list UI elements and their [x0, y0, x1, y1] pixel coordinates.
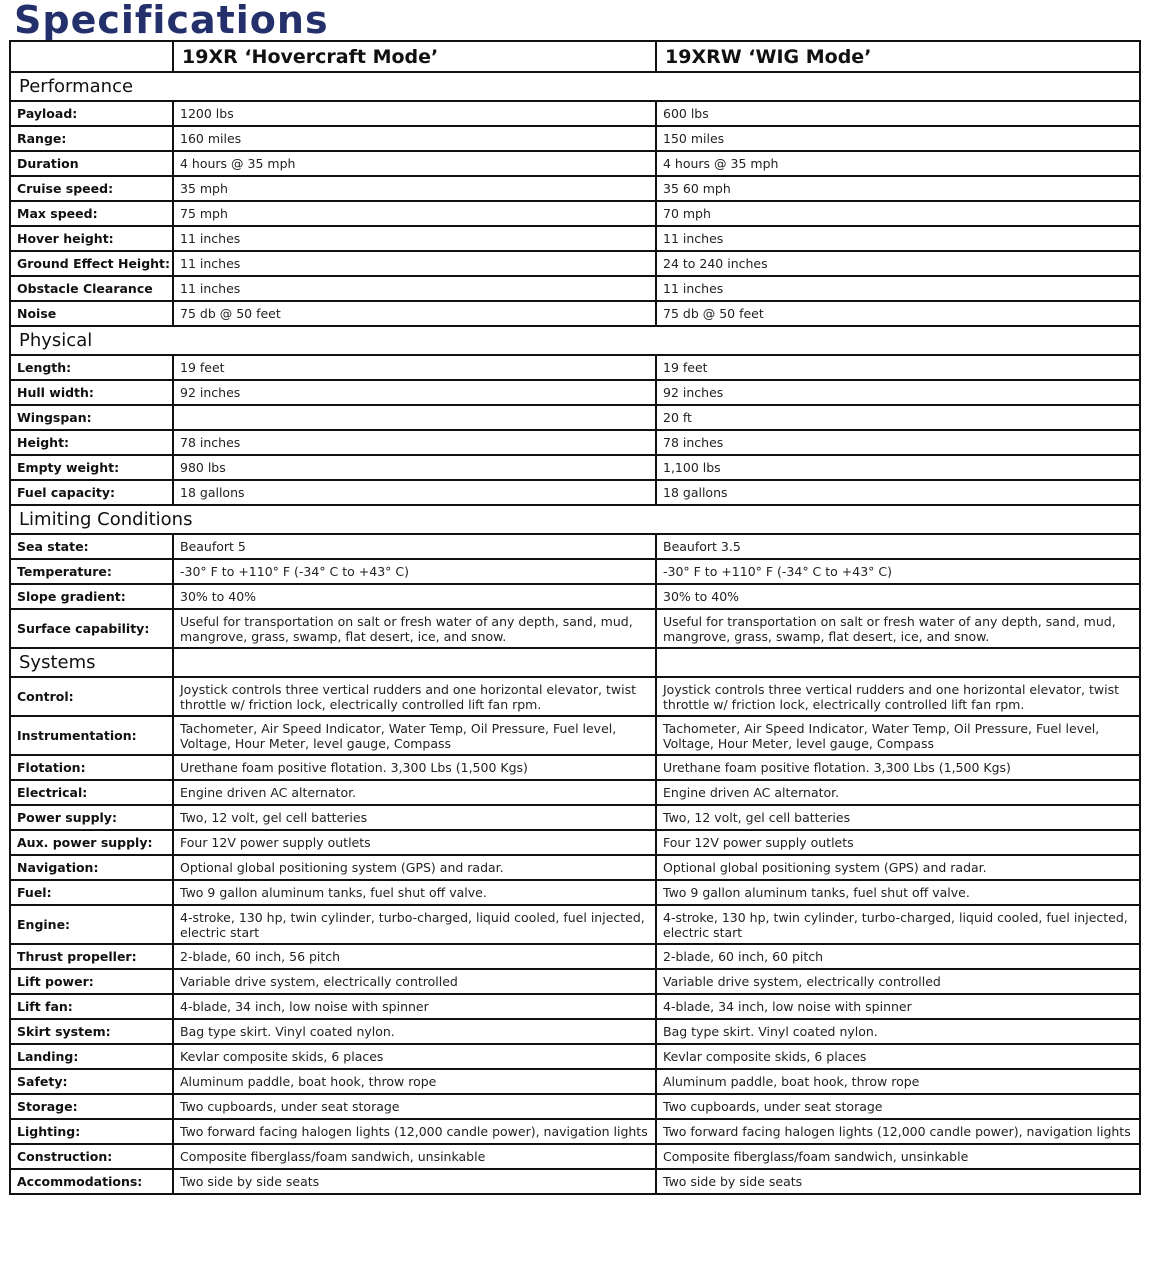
table-row — [10, 1019, 1140, 1044]
table-row — [10, 609, 1140, 648]
wig-value: Tachometer, Air Speed Indicator, Water Temp, Oil Pressure, Fuel level, Voltage, Hour Meter, level gauge, Compass — [656, 716, 1140, 755]
hovercraft-value: 4-blade, 34 inch, low noise with spinner — [173, 994, 656, 1019]
wig-value: 2-blade, 60 inch, 60 pitch — [656, 944, 1140, 969]
row-label: Range: — [10, 126, 173, 151]
section-title: Physical — [10, 326, 1140, 355]
hovercraft-value: 30% to 40% — [173, 584, 656, 609]
hovercraft-value: Optional global positioning system (GPS) and radar. — [173, 855, 656, 880]
table-row — [10, 805, 1140, 830]
wig-value: Optional global positioning system (GPS) and radar. — [656, 855, 1140, 880]
table-row — [10, 1144, 1140, 1169]
row-label: Empty weight: — [10, 455, 173, 480]
wig-value: Engine driven AC alternator. — [656, 780, 1140, 805]
hovercraft-value: Composite fiberglass/foam sandwich, unsinkable — [173, 1144, 656, 1169]
table-row — [10, 944, 1140, 969]
row-label: Hull width: — [10, 380, 173, 405]
wig-value: Four 12V power supply outlets — [656, 830, 1140, 855]
wig-value: 19 feet — [656, 355, 1140, 380]
hovercraft-value: -30° F to +110° F (-34° C to +43° C) — [173, 559, 656, 584]
table-row — [10, 151, 1140, 176]
table-row — [10, 1044, 1140, 1069]
table-row — [10, 830, 1140, 855]
wig-value: 30% to 40% — [656, 584, 1140, 609]
row-label: Accommodations: — [10, 1169, 173, 1194]
hovercraft-value: Beaufort 5 — [173, 534, 656, 559]
section-header-row — [10, 505, 1140, 534]
table-row — [10, 994, 1140, 1019]
wig-value: Two side by side seats — [656, 1169, 1140, 1194]
row-label: Wingspan: — [10, 405, 173, 430]
row-label: Duration — [10, 151, 173, 176]
table-row — [10, 430, 1140, 455]
hovercraft-value: 980 lbs — [173, 455, 656, 480]
hovercraft-value: 11 inches — [173, 226, 656, 251]
row-label: Lift power: — [10, 969, 173, 994]
hovercraft-value: Joystick controls three vertical rudders and one horizontal elevator, twist throttle w/ friction lock, electrically controlled lift fan rpm. — [173, 677, 656, 716]
hovercraft-value: 18 gallons — [173, 480, 656, 505]
hovercraft-value: Useful for transportation on salt or fresh water of any depth, sand, mud, mangrove, grass, swamp, flat desert, ice, and snow. — [173, 609, 656, 648]
row-label: Storage: — [10, 1094, 173, 1119]
hovercraft-value: 19 feet — [173, 355, 656, 380]
section-title: Systems — [10, 648, 173, 677]
row-label: Control: — [10, 677, 173, 716]
table-row — [10, 276, 1140, 301]
row-label: Aux. power supply: — [10, 830, 173, 855]
wig-value: 78 inches — [656, 430, 1140, 455]
table-row — [10, 755, 1140, 780]
wig-value: Two 9 gallon aluminum tanks, fuel shut off valve. — [656, 880, 1140, 905]
row-label: Lift fan: — [10, 994, 173, 1019]
wig-value: Two cupboards, under seat storage — [656, 1094, 1140, 1119]
row-label: Lighting: — [10, 1119, 173, 1144]
table-row — [10, 126, 1140, 151]
table-row — [10, 905, 1140, 944]
hovercraft-value: Variable drive system, electrically controlled — [173, 969, 656, 994]
hovercraft-value: Tachometer, Air Speed Indicator, Water Temp, Oil Pressure, Fuel level, Voltage, Hour Meter, level gauge, Compass — [173, 716, 656, 755]
row-label: Height: — [10, 430, 173, 455]
hovercraft-value: Urethane foam positive flotation. 3,300 Lbs (1,500 Kgs) — [173, 755, 656, 780]
row-label: Hover height: — [10, 226, 173, 251]
wig-value: 4-stroke, 130 hp, twin cylinder, turbo-charged, liquid cooled, fuel injected, electric start — [656, 905, 1140, 944]
table-row — [10, 584, 1140, 609]
wig-value: Useful for transportation on salt or fresh water of any depth, sand, mud, mangrove, grass, swamp, flat desert, ice, and snow. — [656, 609, 1140, 648]
row-label: Landing: — [10, 1044, 173, 1069]
hovercraft-value: 11 inches — [173, 276, 656, 301]
header-hovercraft-mode: 19XR ‘Hovercraft Mode’ — [173, 41, 656, 72]
hovercraft-value: Aluminum paddle, boat hook, throw rope — [173, 1069, 656, 1094]
hovercraft-value: 78 inches — [173, 430, 656, 455]
table-row — [10, 1069, 1140, 1094]
row-label: Ground Effect Height: — [10, 251, 173, 276]
wig-value: 70 mph — [656, 201, 1140, 226]
hovercraft-value: 2-blade, 60 inch, 56 pitch — [173, 944, 656, 969]
row-label: Electrical: — [10, 780, 173, 805]
row-label: Fuel: — [10, 880, 173, 905]
hovercraft-value: Engine driven AC alternator. — [173, 780, 656, 805]
section-header-row — [10, 648, 1140, 677]
row-label: Instrumentation: — [10, 716, 173, 755]
table-row — [10, 480, 1140, 505]
section-empty-cell — [173, 648, 656, 677]
hovercraft-value: Two forward facing halogen lights (12,000 candle power), navigation lights — [173, 1119, 656, 1144]
row-label: Construction: — [10, 1144, 173, 1169]
wig-value: 4-blade, 34 inch, low noise with spinner — [656, 994, 1140, 1019]
row-label: Length: — [10, 355, 173, 380]
table-row — [10, 559, 1140, 584]
hovercraft-value: 4-stroke, 130 hp, twin cylinder, turbo-charged, liquid cooled, fuel injected, electric start — [173, 905, 656, 944]
row-label: Fuel capacity: — [10, 480, 173, 505]
hovercraft-value: 11 inches — [173, 251, 656, 276]
table-row — [10, 201, 1140, 226]
table-row — [10, 780, 1140, 805]
hovercraft-value: 160 miles — [173, 126, 656, 151]
hovercraft-value: Two side by side seats — [173, 1169, 656, 1194]
row-label: Sea state: — [10, 534, 173, 559]
specifications-table — [9, 40, 1141, 1195]
column-header-row — [10, 41, 1140, 72]
wig-value: -30° F to +110° F (-34° C to +43° C) — [656, 559, 1140, 584]
wig-value: Urethane foam positive flotation. 3,300 Lbs (1,500 Kgs) — [656, 755, 1140, 780]
hovercraft-value: Bag type skirt. Vinyl coated nylon. — [173, 1019, 656, 1044]
wig-value: 4 hours @ 35 mph — [656, 151, 1140, 176]
table-row — [10, 176, 1140, 201]
wig-value: Variable drive system, electrically controlled — [656, 969, 1140, 994]
row-label: Payload: — [10, 101, 173, 126]
row-label: Max speed: — [10, 201, 173, 226]
wig-value: 24 to 240 inches — [656, 251, 1140, 276]
section-title: Limiting Conditions — [10, 505, 1140, 534]
wig-value: Kevlar composite skids, 6 places — [656, 1044, 1140, 1069]
row-label: Obstacle Clearance — [10, 276, 173, 301]
hovercraft-value: Two, 12 volt, gel cell batteries — [173, 805, 656, 830]
table-row — [10, 101, 1140, 126]
row-label: Surface capability: — [10, 609, 173, 648]
section-title: Performance — [10, 72, 1140, 101]
wig-value: Bag type skirt. Vinyl coated nylon. — [656, 1019, 1140, 1044]
section-header-row — [10, 72, 1140, 101]
row-label: Engine: — [10, 905, 173, 944]
wig-value: 1,100 lbs — [656, 455, 1140, 480]
wig-value: 11 inches — [656, 276, 1140, 301]
table-row — [10, 969, 1140, 994]
table-row — [10, 1169, 1140, 1194]
hovercraft-value: 75 mph — [173, 201, 656, 226]
wig-value: 600 lbs — [656, 101, 1140, 126]
row-label: Safety: — [10, 1069, 173, 1094]
hovercraft-value: Two cupboards, under seat storage — [173, 1094, 656, 1119]
table-row — [10, 1094, 1140, 1119]
row-label: Cruise speed: — [10, 176, 173, 201]
wig-value: 18 gallons — [656, 480, 1140, 505]
wig-value: Two forward facing halogen lights (12,000 candle power), navigation lights — [656, 1119, 1140, 1144]
header-wig-mode: 19XRW ‘WIG Mode’ — [656, 41, 1140, 72]
wig-value: 150 miles — [656, 126, 1140, 151]
row-label: Noise — [10, 301, 173, 326]
hovercraft-value: Two 9 gallon aluminum tanks, fuel shut off valve. — [173, 880, 656, 905]
table-row — [10, 455, 1140, 480]
hovercraft-value: Kevlar composite skids, 6 places — [173, 1044, 656, 1069]
wig-value: Joystick controls three vertical rudders and one horizontal elevator, twist throttle w/ friction lock, electrically controlled lift fan rpm. — [656, 677, 1140, 716]
row-label: Temperature: — [10, 559, 173, 584]
hovercraft-value: Four 12V power supply outlets — [173, 830, 656, 855]
wig-value: Beaufort 3.5 — [656, 534, 1140, 559]
row-label: Slope gradient: — [10, 584, 173, 609]
table-row — [10, 405, 1140, 430]
row-label: Skirt system: — [10, 1019, 173, 1044]
header-label-cell — [10, 41, 173, 72]
hovercraft-value: 4 hours @ 35 mph — [173, 151, 656, 176]
wig-value: 20 ft — [656, 405, 1140, 430]
table-row — [10, 855, 1140, 880]
wig-value: 75 db @ 50 feet — [656, 301, 1140, 326]
table-row — [10, 355, 1140, 380]
wig-value: Two, 12 volt, gel cell batteries — [656, 805, 1140, 830]
wig-value: 92 inches — [656, 380, 1140, 405]
table-row — [10, 301, 1140, 326]
row-label: Navigation: — [10, 855, 173, 880]
page-title: Specifications — [14, 0, 329, 42]
table-row — [10, 1119, 1140, 1144]
section-empty-cell — [656, 648, 1140, 677]
table-row — [10, 534, 1140, 559]
table-row — [10, 677, 1140, 716]
wig-value: 35 60 mph — [656, 176, 1140, 201]
row-label: Power supply: — [10, 805, 173, 830]
table-row — [10, 226, 1140, 251]
hovercraft-value: 75 db @ 50 feet — [173, 301, 656, 326]
hovercraft-value: 92 inches — [173, 380, 656, 405]
wig-value: Aluminum paddle, boat hook, throw rope — [656, 1069, 1140, 1094]
hovercraft-value — [173, 405, 656, 430]
hovercraft-value: 1200 lbs — [173, 101, 656, 126]
section-header-row — [10, 326, 1140, 355]
wig-value: 11 inches — [656, 226, 1140, 251]
table-row — [10, 716, 1140, 755]
wig-value: Composite fiberglass/foam sandwich, unsinkable — [656, 1144, 1140, 1169]
hovercraft-value: 35 mph — [173, 176, 656, 201]
row-label: Flotation: — [10, 755, 173, 780]
table-row — [10, 380, 1140, 405]
row-label: Thrust propeller: — [10, 944, 173, 969]
table-row — [10, 251, 1140, 276]
table-row — [10, 880, 1140, 905]
